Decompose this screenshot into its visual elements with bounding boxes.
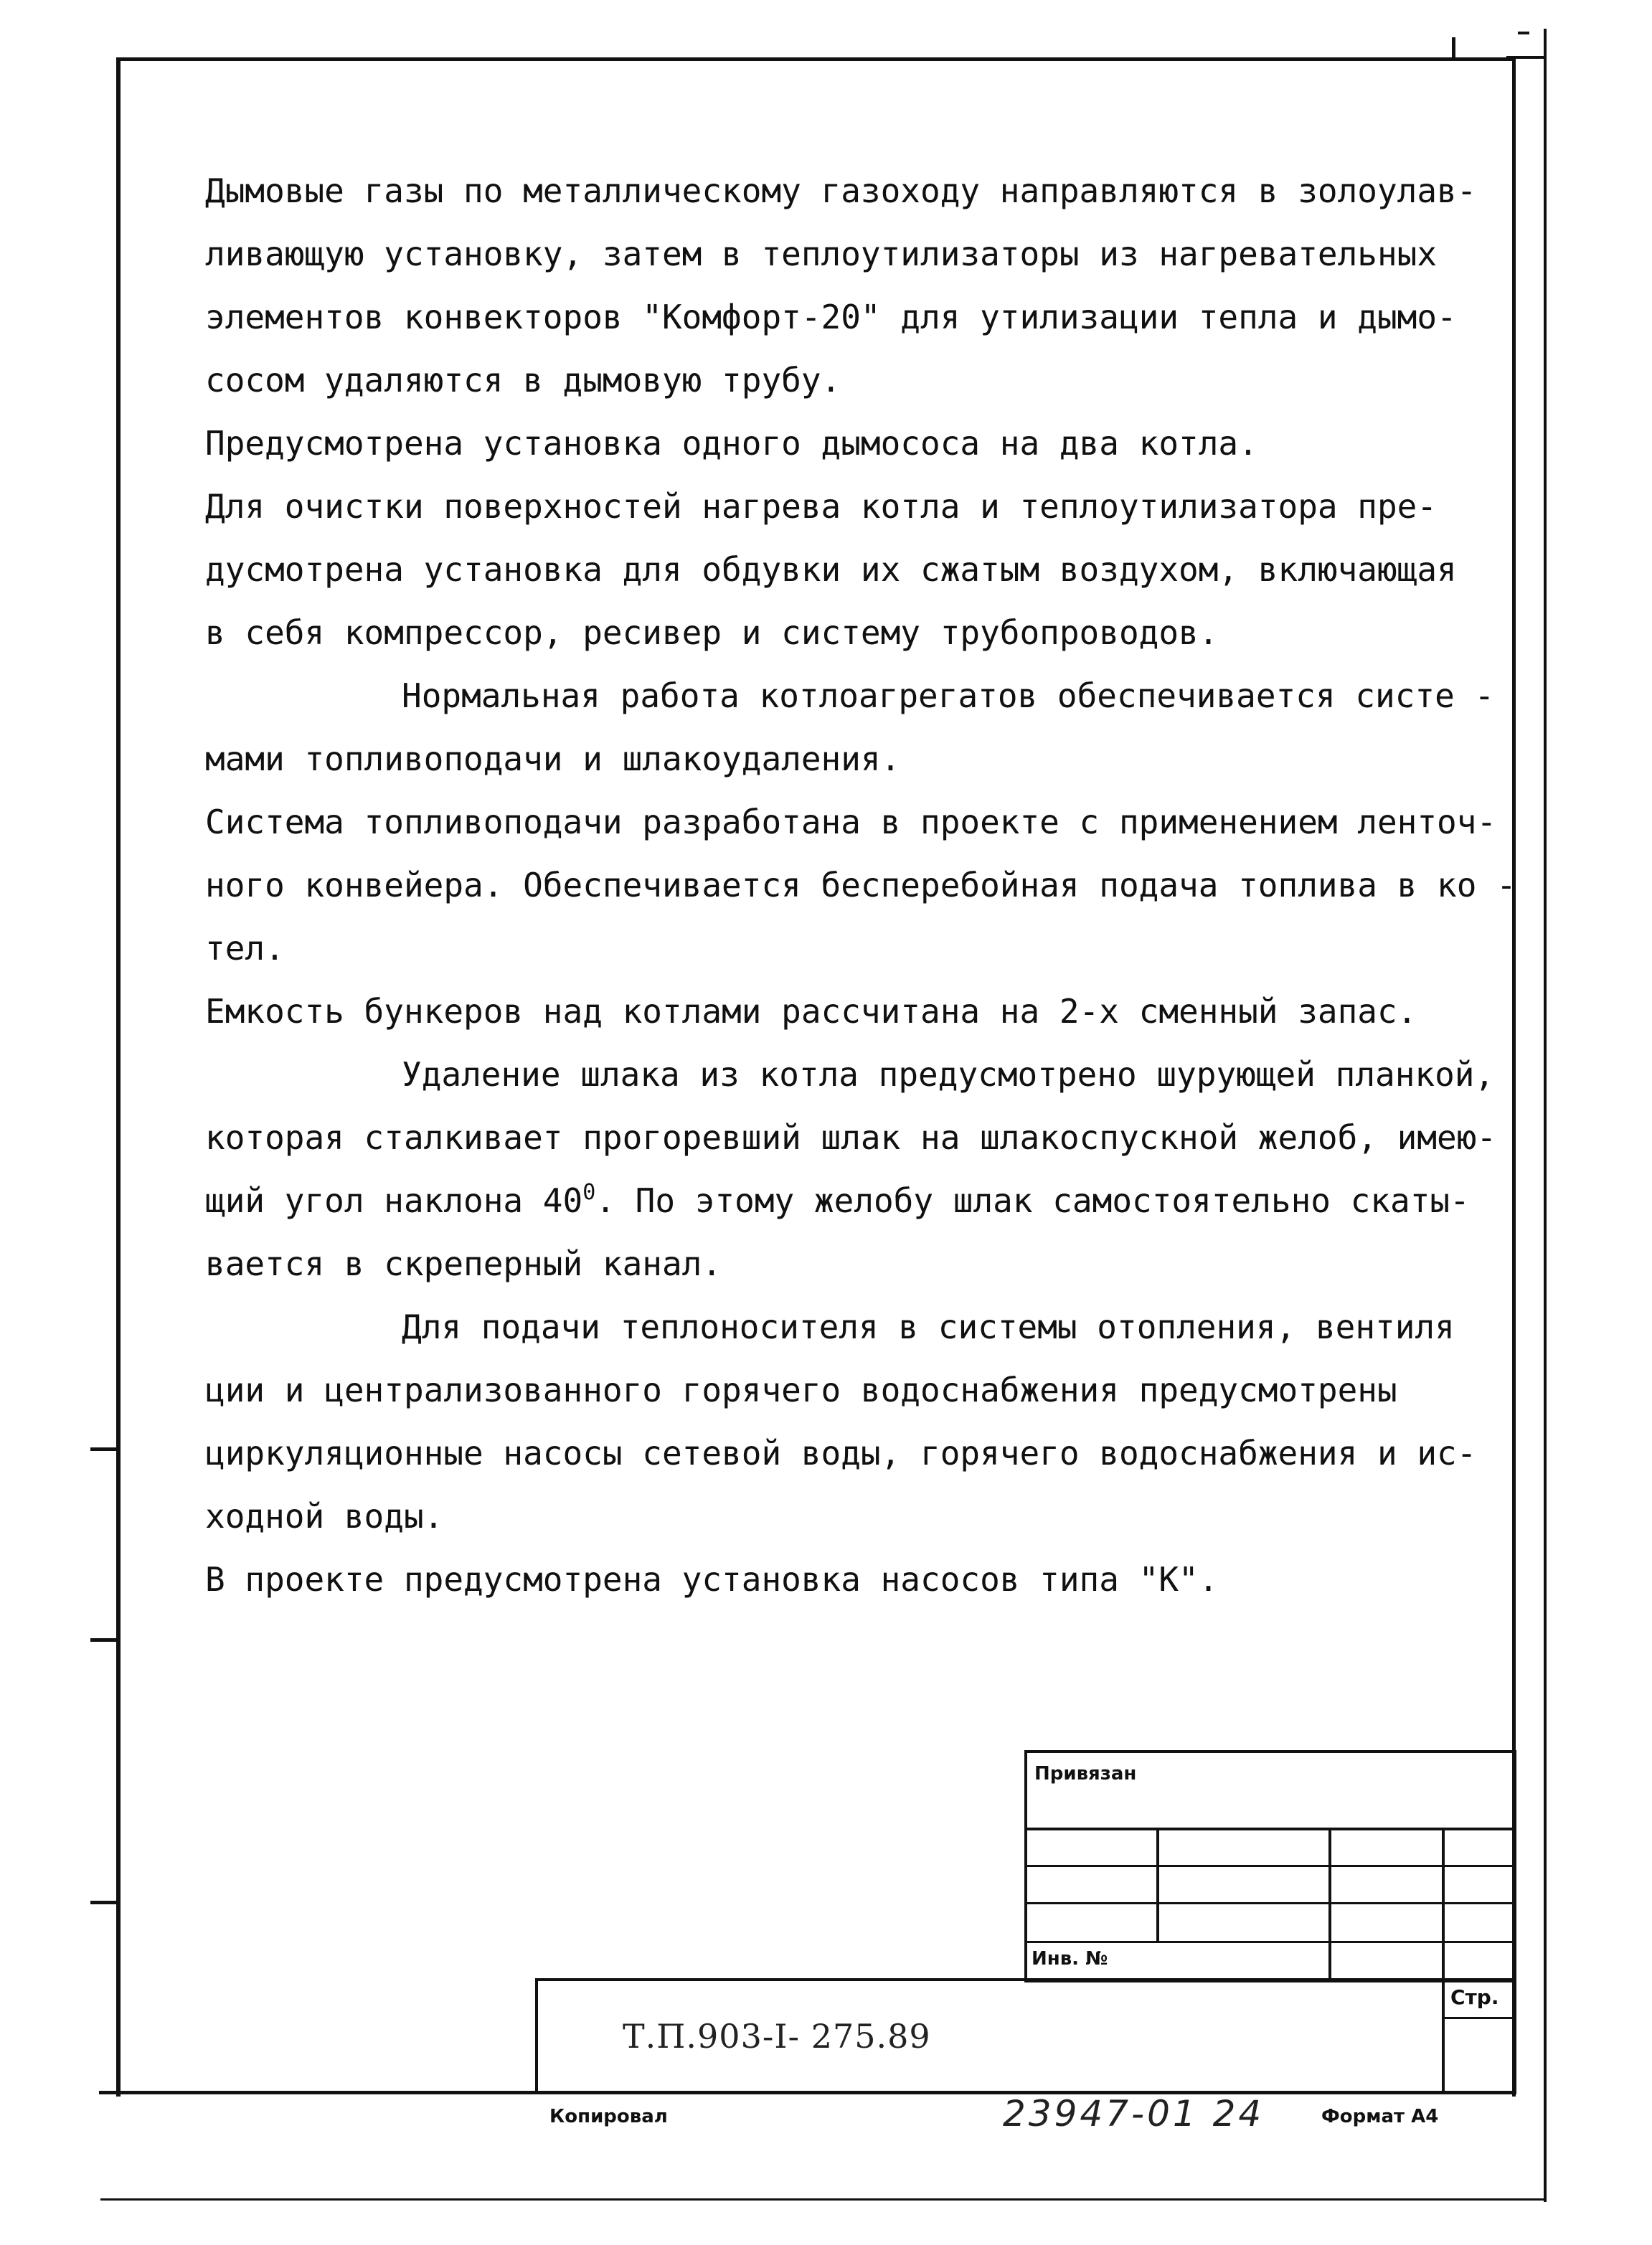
- body-line: [205, 980, 1496, 1043]
- binding-line-right: [1544, 29, 1547, 2202]
- body-line-text: Удаление шлака из котла предусмотрено шурующей планкой,: [402, 1055, 1495, 1094]
- copied-label: Копировал: [549, 2106, 668, 2127]
- body-line-text: Система топливоподачи разработана в проекте с применением ленточ-: [205, 803, 1497, 841]
- body-line: [205, 222, 1496, 285]
- body-line-text: мами топливоподачи и шлакоудаления.: [205, 739, 901, 778]
- handwritten-number: 23947-01 24: [1003, 2093, 1265, 2135]
- body-line-text: Предусмотрена установка одного дымососа на два котла.: [205, 424, 1258, 463]
- binding-line-top: [1506, 56, 1547, 59]
- body-line-text: Дымовые газы по металлическому газоходу направляются в золоулав-: [205, 171, 1477, 210]
- stamp-grid-col-2: [1328, 1828, 1331, 1982]
- body-line-text: циркуляционные насосы сетевой воды, горячего водоснабжения и ис-: [205, 1434, 1477, 1473]
- body-line-text: которая сталкивает прогоревший шлак на шлакоспускной желоб, имею-: [205, 1118, 1497, 1157]
- body-line: [205, 790, 1496, 854]
- body-line-text: В проекте предусмотрена установка насосов типа "К".: [205, 1560, 1219, 1599]
- body-line: [205, 1422, 1496, 1485]
- body-line-text: дусмотрена установка для обдувки их сжатым воздухом, включающая: [205, 550, 1457, 589]
- body-line-text: в себя компрессор, ресивер и систему трубопроводов.: [205, 613, 1219, 652]
- body-line: [205, 854, 1516, 917]
- body-line: [205, 412, 1496, 475]
- body-line-text: вается в скреперный канал.: [205, 1244, 722, 1283]
- body-line-text: щий угол наклона 40: [205, 1181, 583, 1220]
- body-line-text: ходной воды.: [205, 1497, 444, 1536]
- format-label: Формат А4: [1321, 2106, 1439, 2127]
- body-line: [205, 917, 1496, 980]
- body-line: [205, 1295, 1496, 1358]
- body-line-text: ливающую установку, затем в теплоутилизаторы из нагревательных: [205, 235, 1438, 273]
- stamp-bound-cell: [1024, 1750, 1516, 1830]
- body-line: [205, 1043, 1496, 1106]
- document-number: Т.П.903-I- 275.89: [623, 2017, 931, 2056]
- body-line: [205, 1232, 1496, 1295]
- body-line-text: ного конвейера. Обеспечивается бесперебойная подача топлива в ко -: [205, 866, 1516, 904]
- body-line-text: сосом удаляются в дымовую трубу.: [205, 361, 841, 400]
- body-line-text: Для очистки поверхностей нагрева котла и теплоутилизатора пре-: [205, 487, 1438, 526]
- body-line: [205, 349, 1496, 412]
- stamp-grid-col-3: [1442, 1828, 1445, 1982]
- body-text: [205, 159, 1516, 1611]
- body-line-tail: . По этому желобу шлак самостоятельно скаты-: [595, 1181, 1470, 1220]
- binding-tick-top: [1452, 37, 1455, 60]
- body-line-text: тел.: [205, 929, 285, 968]
- degree-superscript: 0: [582, 1180, 596, 1205]
- body-line: [205, 1358, 1496, 1422]
- trim-line-bottom: [100, 2198, 1547, 2201]
- body-line: [205, 1485, 1496, 1548]
- body-line: [205, 538, 1496, 601]
- stamp-page-divider: [1442, 1978, 1445, 2093]
- body-line: [205, 1169, 1496, 1232]
- body-line: [205, 285, 1496, 349]
- body-line-text: ции и централизованного горячего водоснабжения предусмотрены: [205, 1371, 1397, 1409]
- binding-tick-top-2: [1518, 32, 1529, 34]
- stamp-page-row: [1442, 2017, 1516, 2019]
- body-line: [205, 159, 1496, 222]
- body-line: [205, 601, 1496, 664]
- stamp-page-label: Стр.: [1450, 1985, 1499, 2009]
- body-line: [205, 475, 1496, 538]
- body-line-text: Нормальная работа котлоагрегатов обеспечивается систе -: [402, 676, 1495, 715]
- stamp-grid-col-1: [1156, 1828, 1159, 1942]
- margin-tick-2: [90, 1638, 119, 1642]
- body-line-text: Емкость бункеров над котлами рассчитана на 2-х сменный запас.: [205, 992, 1417, 1031]
- body-line: [205, 727, 1496, 790]
- margin-tick-1: [90, 1447, 119, 1451]
- margin-tick-3: [90, 1901, 119, 1904]
- stamp-inv-label: Инв. №: [1032, 1948, 1108, 1970]
- stamp-bound-label: Привязан: [1034, 1763, 1137, 1785]
- body-line: [205, 1106, 1496, 1169]
- body-line-text: Для подачи теплоносителя в системы отопления, вентиля: [402, 1308, 1455, 1346]
- body-line-text: элементов конвекторов "Комфорт-20" для утилизации тепла и дымо-: [205, 298, 1457, 336]
- body-line: [205, 664, 1496, 727]
- body-line: [205, 1548, 1496, 1611]
